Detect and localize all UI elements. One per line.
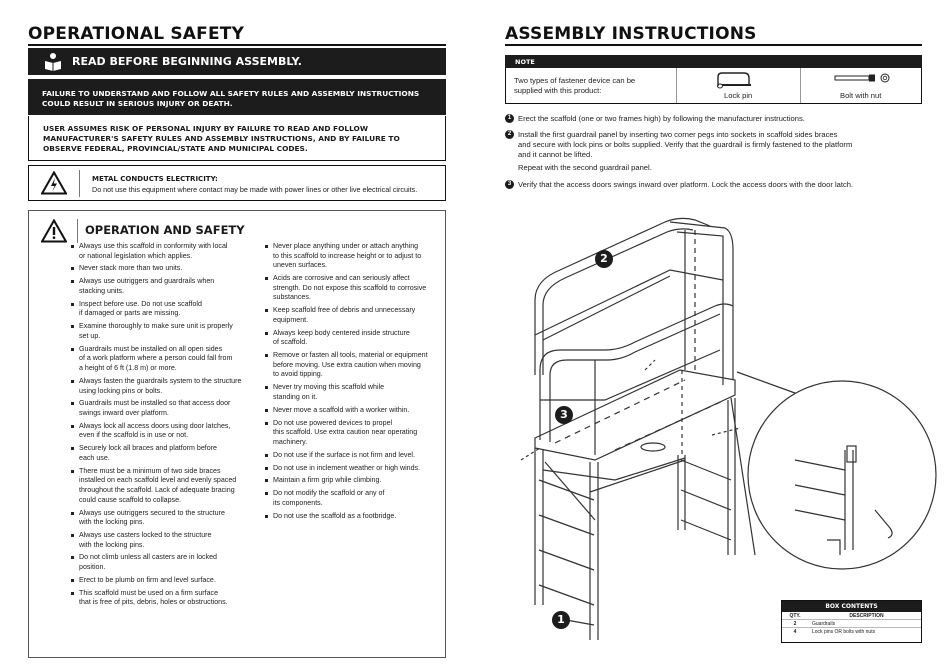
divider bbox=[77, 219, 78, 243]
safety-rule-line: set up. bbox=[79, 331, 101, 340]
safety-rule-line: Do not modify the scaffold or any of bbox=[273, 489, 385, 498]
description-cell: Guardrails bbox=[812, 620, 836, 627]
step-number: 1 bbox=[505, 114, 514, 123]
safety-rule-item bbox=[265, 464, 443, 474]
divider bbox=[800, 68, 801, 103]
safety-rule-line: Do not use in inclement weather or high winds. bbox=[273, 463, 421, 472]
safety-rule-item bbox=[71, 444, 251, 463]
lock-pin-label: Lock pin bbox=[724, 91, 753, 100]
safety-rule-item bbox=[265, 489, 443, 508]
metal-electricity-warning bbox=[28, 165, 446, 201]
safety-rule-line: to this scaffold to increase height or to adjust to bbox=[273, 251, 422, 260]
safety-rule-line: Do not use if the surface is not firm and level. bbox=[273, 450, 415, 459]
safety-rule-line: This scaffold must be used on a firm surface bbox=[79, 588, 219, 597]
step-text bbox=[518, 130, 852, 173]
safety-rule-line: Always use outriggers secured to the structure bbox=[79, 508, 225, 517]
safety-rule-item bbox=[71, 242, 251, 261]
safety-rule-line: Remove or fasten all tools, material or equipment bbox=[273, 351, 428, 360]
safety-rule-line: Always lock all access doors using door latches, bbox=[79, 421, 231, 430]
step-line: Install the first guardrail panel by inserting two corner pegs into sockets in scaffold sides braces bbox=[518, 130, 838, 139]
safety-rule-line: position. bbox=[79, 563, 106, 572]
left-title-rule bbox=[28, 44, 446, 46]
safety-rule-line: uneven surfaces. bbox=[273, 261, 328, 270]
safety-rule-line: Securely lock all braces and platform before bbox=[79, 444, 218, 453]
safety-rule-item bbox=[71, 509, 251, 528]
safety-rule-line: Always keep body centered inside structure bbox=[273, 328, 410, 337]
divider bbox=[79, 170, 80, 197]
safety-rule-item bbox=[71, 345, 251, 374]
safety-rule-line: Examine thoroughly to make sure unit is properly bbox=[79, 322, 233, 331]
safety-rules-column-2 bbox=[265, 242, 443, 525]
qty-cell: 4 bbox=[793, 629, 797, 635]
safety-rule-line: Always use this scaffold in conformity with local bbox=[79, 242, 228, 250]
safety-rule-item bbox=[71, 277, 251, 296]
qty-cell: 2 bbox=[793, 620, 797, 627]
safety-rule-line: Erect to be plumb on firm and level surface. bbox=[79, 575, 216, 584]
note-line: supplied with this product: bbox=[514, 86, 602, 95]
safety-rule-item bbox=[71, 322, 251, 341]
safety-rule-line: There must be a minimum of two side braces bbox=[79, 466, 221, 475]
safety-rule-line: each use. bbox=[79, 453, 110, 462]
warning-line: FAILURE TO UNDERSTAND AND FOLLOW ALL SAFETY RULES AND ASSEMBLY INSTRUCTIONS bbox=[42, 89, 420, 98]
safety-rule-line: using locking pins or bolts. bbox=[79, 386, 163, 395]
left-page-title: OPERATIONAL SAFETY bbox=[28, 24, 245, 44]
safety-rule-line: before moving. Use extra caution when moving bbox=[273, 360, 421, 369]
safety-rule-item bbox=[71, 531, 251, 550]
safety-rule-line: strength. Do not expose this scaffold to corrosive bbox=[273, 283, 427, 292]
safety-rule-line: Always use outriggers and guardrails when bbox=[79, 277, 215, 286]
safety-rule-line: equipment. bbox=[273, 315, 309, 324]
safety-rule-item bbox=[265, 306, 443, 325]
failure-warning bbox=[28, 79, 446, 115]
safety-rule-line: to avoid tipping. bbox=[273, 370, 323, 379]
safety-rule-line: Guardrails must be installed so that access door bbox=[79, 399, 231, 408]
caution-icon bbox=[41, 219, 67, 243]
safety-rule-line: even if the scaffold is in use or not. bbox=[79, 431, 189, 440]
safety-rule-line: Guardrails must be installed on all open sides bbox=[79, 344, 223, 353]
operation-safety-box bbox=[28, 210, 446, 658]
safety-rule-line: that is free of pits, debris, holes or obstructions. bbox=[79, 598, 228, 607]
safety-rule-item bbox=[71, 399, 251, 418]
safety-rule-line: Maintain a firm grip while climbing. bbox=[273, 476, 382, 485]
step-number: 3 bbox=[505, 180, 514, 189]
safety-rule-line: a height of 6 ft (1.8 m) or more. bbox=[79, 364, 177, 373]
safety-rule-item bbox=[71, 300, 251, 319]
step-line: Erect the scaffold (one or two frames high) by following the manufacturer instructions. bbox=[518, 114, 805, 123]
safety-rule-line: Always use casters locked to the structure bbox=[79, 531, 212, 539]
step-text bbox=[518, 180, 853, 190]
box-contents-title: BOX CONTENTS bbox=[782, 601, 921, 612]
safety-rule-line: with the locking pins. bbox=[79, 540, 145, 549]
safety-rule-line: stacking units. bbox=[79, 286, 124, 295]
safety-rule-line: throughout the scaffold. Lack of adequate bracing bbox=[79, 486, 235, 495]
table-row bbox=[782, 628, 921, 636]
safety-rule-line: could cause scaffold to collapse. bbox=[79, 495, 182, 504]
safety-rule-item bbox=[265, 419, 443, 448]
safety-rule-item bbox=[71, 589, 251, 608]
safety-rule-item bbox=[71, 576, 251, 586]
callout-1: 1 bbox=[552, 611, 570, 629]
step-line: Repeat with the second guardrail panel. bbox=[518, 163, 652, 172]
safety-rule-line: Never try moving this scaffold while bbox=[273, 383, 385, 392]
scaffold-assembly-illustration bbox=[495, 210, 940, 650]
safety-rule-item bbox=[265, 512, 443, 522]
note-line: Two types of fastener device can be bbox=[514, 76, 636, 85]
safety-rule-line: of a work platform where a person could fall from bbox=[79, 354, 233, 363]
safety-rule-item bbox=[265, 274, 443, 303]
safety-rule-line: its components. bbox=[273, 498, 323, 507]
safety-rule-item bbox=[265, 383, 443, 402]
safety-rule-item bbox=[265, 476, 443, 486]
callout-3: 3 bbox=[555, 406, 573, 424]
box-contents-header-row bbox=[782, 612, 921, 620]
safety-rule-line: standing on it. bbox=[273, 392, 318, 401]
safety-rule-line: or national legislation which applies. bbox=[79, 251, 193, 260]
safety-rule-item bbox=[265, 351, 443, 380]
table-row bbox=[782, 620, 921, 628]
safety-rule-item bbox=[265, 242, 443, 271]
safety-rule-item bbox=[265, 451, 443, 461]
step-line: and it cannot be lifted. bbox=[518, 150, 593, 159]
bolt-with-nut-label: Bolt with nut bbox=[840, 91, 882, 100]
operation-safety-title: OPERATION AND SAFETY bbox=[85, 223, 245, 237]
risk-line: OBSERVE FEDERAL, PROVINCIAL/STATE AND MUNICIPAL CODES. bbox=[43, 144, 308, 153]
safety-rule-line: Inspect before use. Do not use scaffold bbox=[79, 299, 202, 308]
safety-rule-line: with the locking pins. bbox=[79, 518, 145, 527]
safety-rule-line: Keep scaffold free of debris and unnecessary bbox=[273, 306, 416, 315]
divider bbox=[676, 68, 677, 103]
safety-rule-line: Always fasten the guardrails system to the structure bbox=[79, 376, 242, 385]
safety-rule-line: Never place anything under or attach anything bbox=[273, 242, 419, 250]
lock-pin-icon bbox=[714, 70, 756, 90]
description-header: DESCRIPTION bbox=[849, 612, 884, 619]
step-number: 2 bbox=[505, 130, 514, 139]
safety-rule-line: machinery. bbox=[273, 437, 308, 446]
safety-rule-line: of scaffold. bbox=[273, 338, 308, 347]
safety-rule-item bbox=[71, 264, 251, 274]
safety-rule-item bbox=[71, 377, 251, 396]
safety-rule-line: Acids are corrosive and can seriously affect bbox=[273, 274, 410, 283]
step-text bbox=[518, 114, 805, 124]
safety-rule-line: this scaffold. Use extra caution near operating bbox=[273, 428, 418, 437]
risk-line: USER ASSUMES RISK OF PERSONAL INJURY BY FAILURE TO READ AND FOLLOW bbox=[43, 124, 368, 133]
safety-rule-line: installed on each scaffold level and evenly spaced bbox=[79, 476, 237, 485]
safety-rule-line: Never stack more than two units. bbox=[79, 264, 183, 273]
safety-rule-item bbox=[71, 553, 251, 572]
reading-person-icon bbox=[42, 52, 64, 72]
safety-rule-line: substances. bbox=[273, 293, 311, 302]
metal-warning-text: Do not use this equipment where contact may be made with power lines or other live electrical circuits. bbox=[92, 185, 418, 194]
read-before-text: READ BEFORE BEGINNING ASSEMBLY. bbox=[72, 55, 302, 68]
note-header: NOTE bbox=[505, 55, 922, 68]
electric-hazard-icon bbox=[41, 171, 67, 195]
metal-warning-title: METAL CONDUCTS ELECTRICITY: bbox=[92, 175, 218, 183]
safety-rule-line: Never move a scaffold with a worker within. bbox=[273, 405, 410, 414]
qty-header: QTY. bbox=[789, 612, 801, 619]
risk-line: MANUFACTURER'S SAFETY RULES AND ASSEMBLY INSTRUCTIONS, AND BY FAILURE TO bbox=[43, 134, 400, 143]
user-risk-notice bbox=[28, 116, 446, 161]
warning-line: COULD RESULT IN SERIOUS INJURY OR DEATH. bbox=[42, 99, 233, 108]
safety-rule-line: swings inward over platform. bbox=[79, 408, 169, 417]
safety-rule-item bbox=[71, 467, 251, 505]
safety-rule-line: Do not climb unless all casters are in locked bbox=[79, 553, 217, 562]
safety-rule-line: if damaged or parts are missing. bbox=[79, 309, 181, 318]
box-contents-table bbox=[781, 600, 922, 643]
step-line: and secure with lock pins or bolts supplied. Verify that the guardrail is firmly fastened to the platform bbox=[518, 140, 853, 149]
safety-rule-item bbox=[265, 406, 443, 416]
read-before-banner bbox=[28, 48, 446, 75]
right-title-rule bbox=[505, 44, 922, 46]
safety-rules-column-1 bbox=[71, 242, 251, 611]
safety-rule-item bbox=[265, 329, 443, 348]
note-box bbox=[505, 68, 922, 104]
description-cell: Lock pins OR bolts with nuts bbox=[812, 629, 876, 635]
right-page-title: ASSEMBLY INSTRUCTIONS bbox=[505, 24, 757, 44]
bolt-with-nut-icon bbox=[833, 72, 893, 84]
safety-rule-line: Do not use powered devices to propel bbox=[273, 418, 393, 427]
note-text bbox=[514, 76, 635, 96]
step-line: Verify that the access doors swings inward over platform. Lock the access doors with the door latch. bbox=[518, 180, 854, 189]
safety-rule-line: Do not use the scaffold as a footbridge. bbox=[273, 511, 397, 520]
callout-2: 2 bbox=[595, 250, 613, 268]
safety-rule-item bbox=[71, 422, 251, 441]
